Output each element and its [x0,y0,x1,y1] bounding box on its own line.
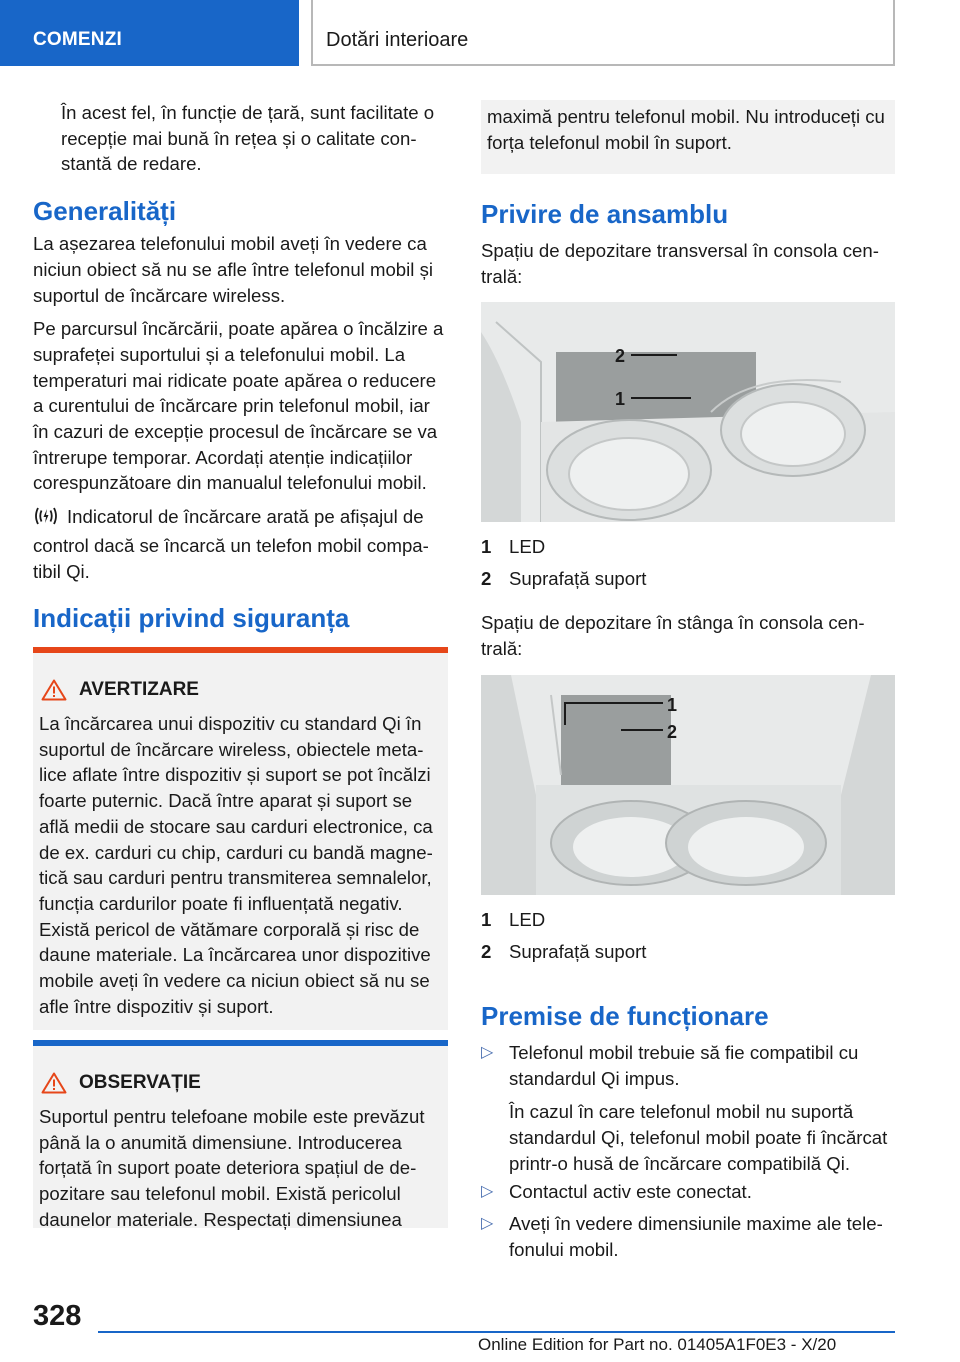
fig2-callout-1: 1 [667,695,678,715]
intro-paragraph: În acest fel, în funcție de țară, sunt facilitate o recepție mai bună în rețea și o calitate constantă de redare. [61,102,435,175]
left-column [33,100,448,634]
overview-paragraph-2: Spațiu de depozitare în stânga în consola centrală: [481,612,865,659]
wireless-charging-icon [33,506,59,533]
warning-text: La încărcarea unui dispozitiv cu standard Qi în suportul de încărcare wireless, obiectele metalice aflate între dispozitiv și suport se pot încălzi foarte puternic. Dacă între aparat și suport se află medii de stocare sau carduri electronice, ca de ex. carduri cu chip, carduri cu bandă magnetică sau carduri pentru transmiterea semnalelor, funcția cardurilor poate fi influențată negativ. Există pericol de vătămare corporală și risc de daune materiale. La încărcarea unor dispozitive mobile aveți în vedere ca niciun obiect să nu se afle între dispozitiv și suport. [39,713,433,1017]
warning-title-row [41,679,199,701]
general-paragraph-1: La așezarea telefonului mobil aveți în vedere ca niciun obiect să nu se afle între telefonul mobil și suportul de încărcare wireless. [33,233,433,306]
section-tab [0,0,299,66]
notice-triangle-icon [41,1072,67,1094]
fig1-callout-2: 2 [615,346,626,366]
footer-divider [98,1331,895,1333]
overview-paragraph-1: Spațiu de depozitare transversal în consola centrală: [481,240,879,287]
fig1-legend-item-2: 2 Suprafață suport [481,568,647,589]
prerequisite-item-2: ▷ Contactul activ este conectat. [481,1179,895,1205]
prerequisite-item-3: ▷ Aveți în vedere dimensiunile maxime ale telefonului mobil. [481,1213,883,1260]
footer-edition: Online Edition for Part no. 01405A1F0E3 - X/20 [478,1335,837,1354]
fig1-legend-item-1: 1 LED [481,536,546,557]
warning-box [33,647,448,1030]
general-paragraph-3 [33,504,448,584]
triangle-bullet-icon: ▷ [481,1215,494,1232]
chapter-title: Dotări interioare [326,29,469,51]
page-number: 328 [33,1300,82,1332]
heading-prerequisites: Premise de funcționare [481,1001,769,1031]
charging-indicator-text: Indicatorul de încărcare arată pe afișajul de control dacă se încarcă un telefon mobil compatibil Qi. [33,506,429,582]
figure-transverse-storage [481,302,895,522]
notice-text: Suportul pentru telefoane mobile este prevăzut până la o anumită dimensiune. Introducerea forțată în suport poate deteriora spațiul de depozitare sau telefonul mobil. Există pericolul daunelor materiale. Respectați dimensiunea [39,1106,425,1230]
prerequisite-item-1-sub: În cazul în care telefonul mobil nu suportă standardul Qi, telefonul mobil poate fi încărcat printr-o husă de încărcare compatibilă Qi. [509,1101,888,1174]
figure-left-storage [481,675,895,895]
notice-title-row [41,1072,201,1094]
fig1-callout-1: 1 [615,389,626,409]
heading-overview: Privire de ansamblu [481,199,729,229]
fig2-legend-item-1: 1 LED [481,909,546,930]
notice-continuation-text: maximă pentru telefonul mobil. Nu introduceți cu forța telefonul mobil în suport. [487,106,885,153]
triangle-bullet-icon: ▷ [481,1044,494,1061]
notice-title: OBSERVAȚIE [79,1072,201,1093]
prerequisite-item-1: ▷ Telefonul mobil trebuie să fie compatibil cu standardul Qi impus. În cazul în care telefonul mobil nu suportă standardul Qi, telefonul mobil poate fi încărcat printr-o husă de încărcare compatibilă Qi. [481,1040,895,1177]
fig2-legend-item-2: 2 Suprafață suport [481,941,647,962]
heading-safety: Indicații privind siguranța [33,603,350,634]
section-title: COMENZI [33,29,123,50]
warning-title: AVERTIZARE [79,679,199,700]
warning-triangle-icon [41,679,67,701]
general-paragraph-2: Pe parcursul încărcării, poate apărea o încălzire a suprafeței suportului și a telefonului mobil. La temperaturi mai ridicate poate apărea o reducere a curentului de încărcare prin telefonul mobil, iar în cazuri de excepție procesul de încărcare se va întrerupe temporar. Acordați atenție indicațiilor corespunzătoare din manualul telefonului mobil. [33,318,444,494]
fig2-callout-2: 2 [667,722,678,742]
chapter-header [311,0,895,66]
heading-general: Generalități [33,196,177,227]
triangle-bullet-icon: ▷ [481,1183,494,1200]
notice-continuation-box [481,100,895,174]
notice-box [33,1040,448,1228]
